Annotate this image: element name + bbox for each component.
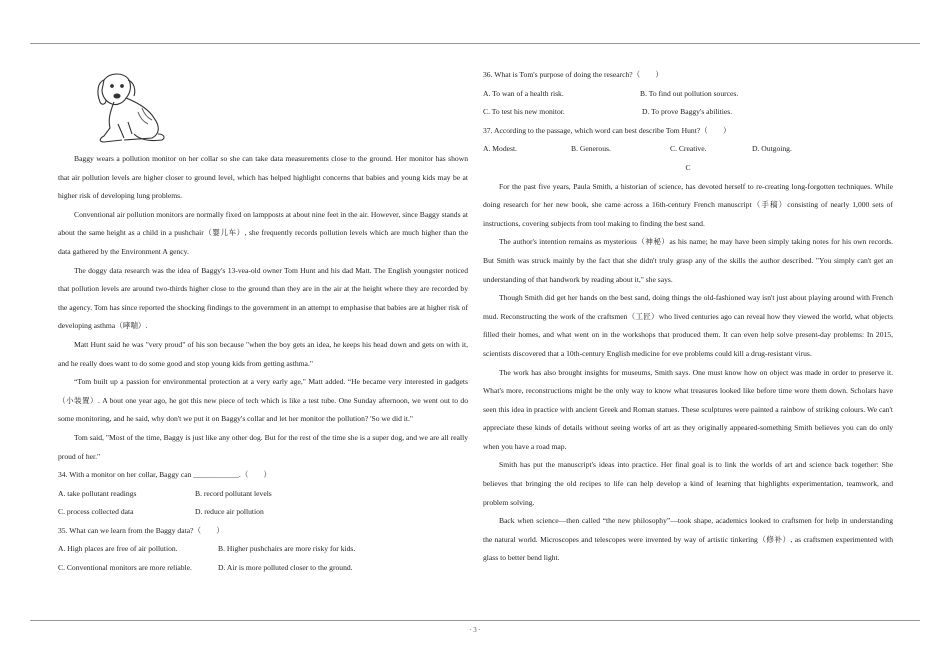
option-d: D. reduce air pollution — [195, 507, 264, 517]
passage-paragraph: “Tom built up a passion for environmental protection at a very early age," Matt added. “He became very interested in gadgets（小装置）. A bout one year ago, he got this new piece of tech which is like a test tube. One Sunday afternoon, we went out to do some monitoring, and he said, why don't we put it on Baggy's collar and let her monitor the pollution? 'So we did it." — [58, 377, 468, 424]
option-a: A. To wan of a health risk. — [483, 88, 564, 98]
passage-paragraph: Baggy wears a pollution monitor on her collar so she can take data measurements close to the ground. Her monitor has shown that air pollution levels are higher closer to ground level, which has helped highlight concerns that babies and young kids may be at higher risk of developing lung problems. — [58, 154, 468, 201]
question-35-options-row2 — [58, 559, 468, 578]
passage-paragraph: The author's intention remains as mysterious（神秘）as his name; he may have been simply taking notes for his own records. But Smith was struck mainly by the fact that she didn't truly grasp any of the skills the author described. "You simply can't get an understanding of that handwork by reading about it," she says. — [483, 237, 893, 284]
question-34-stem: 34. With a monitor on her collar, Baggy can ____________.（ ） — [58, 470, 272, 480]
option-b: B. To find out pollution sources. — [640, 88, 739, 98]
option-a: A. Modest. — [483, 144, 517, 154]
passage-paragraph: The doggy data research was the idea of Baggy's 13-vea-old owner Tom Hunt and his dad Matt. The English youngster noticed that pollution levels are around two-thirds higher close to the ground than they are in the air at the height where they are recorded by the agency. Tom has since reported the shocking findings to the government in an attempt to emphasise that babies are at higher risk of developing asthma（哮喘）. — [58, 265, 468, 331]
option-d: D. To prove Baggy's abilities. — [642, 107, 733, 117]
question-34-options-row2 — [58, 503, 468, 522]
passage-paragraph: For the past five years, Paula Smith, a historian of science, has devoted herself to re-creating long-forgotten techniques. While doing research for her new book, she came across a 16th-century French manuscript（手稿）consisting of nearly 1,000 sets of instructions, covering subjects from tool making to finding the best sand. — [483, 181, 893, 228]
question-36-options-row2 — [483, 103, 893, 122]
question-36-options-row1 — [483, 85, 893, 104]
passage-paragraph: Back when science—then called “the new philosophy”—took shape, academics looked to craftsmen for help in understanding the natural world. Microscopes and telescopes were invented by way of artistic tinkering（修补）, as craftsmen experimented with glass to better bend light. — [483, 516, 893, 563]
passage-paragraph: Tom said, "Most of the time, Baggy is just like any other dog. But for the rest of the time she is a super dog, and we are all really proud of her." — [58, 432, 468, 461]
option-a: A. High places are free of air pollution. — [58, 544, 178, 554]
option-c: C. Creative. — [670, 144, 707, 154]
option-d: D. Air is more polluted closer to the ground. — [218, 563, 353, 573]
bottom-rule — [30, 620, 920, 621]
option-b: B. Higher pushchairs are more risky for kids. — [218, 544, 356, 554]
top-rule — [30, 43, 920, 44]
question-37-options — [483, 140, 893, 159]
question-35-options-row1 — [58, 540, 468, 559]
option-b: B. record pollutant levels — [195, 488, 272, 498]
question-37-stem: 37. According to the passage, which word can best describe Tom Hunt?（ ） — [483, 125, 731, 135]
passage-paragraph: Conventional air pollution monitors are normally fixed on lampposts at about nine feet in the air. However, since Baggy stands at about the same height as a child in a pushchair（婴儿车）, she frequently records pollution levels which are much higher than the data gathered by the Environment A gency. — [58, 209, 468, 256]
dog-illustration — [74, 68, 170, 148]
passage-paragraph: Though Smith did get her hands on the best sand, doing things the old-fashioned way isn't just about playing around with French mud. Reconstructing the work of the craftsmen（工匠）who lived centuries ago can reveal how they viewed the world, what objects filled their homes, and what went on in the workshops that produced them. It can even help solve present-day problems: In 2015, scientists discovered that a 10th-century English medicine for eve problems could kill a drug-resistant virus. — [483, 293, 893, 358]
option-c: C. Conventional monitors are more reliable. — [58, 563, 192, 573]
question-34-options-row1 — [58, 485, 468, 504]
page-number: · 3 · — [469, 626, 481, 634]
passage-paragraph: Matt Hunt said he was "very proud" of his son because "when the boy gets an idea, he keeps his head down and gets on with it, and he really does want to do some good and stop young kids from getting asthma." — [58, 339, 468, 368]
option-b: B. Generous. — [571, 144, 611, 154]
question-36-stem: 36. What is Tom's purpose of doing the research?（ ） — [483, 70, 664, 79]
passage-paragraph: Smith has put the manuscript's ideas into practice. Her final goal is to link the worlds of art and science back together: She believes that bringing the old recipes to life can help develop a kind of learning that highlights experimentation, teamwork, and problem solving. — [483, 460, 893, 507]
passage-paragraph: The work has also brought insights for museums, Smith says. One must know how on object was made in order to preserve it. What's more, reconstructions might be the only way to know what treasures looked like before time wore them down. Scholars have seen this idea in practice with ancient Greek and Roman statues. These sculptures were painted a rainbow of striking colours. We can't appreciate these kinds of details without seeing works of art as they originally appeared-something Smith believes you can do only when you have a road map. — [483, 367, 893, 451]
question-35-stem: 35. What can we learn from the Baggy data?（ ） — [58, 525, 224, 535]
left-column — [58, 150, 468, 578]
right-column — [483, 66, 893, 568]
option-d: D. Outgoing. — [752, 144, 792, 154]
option-c: C. process collected data — [58, 507, 134, 517]
section-heading: C — [685, 162, 691, 172]
option-a: A. take pollutant readings — [58, 488, 137, 498]
option-c: C. To test his new monitor. — [483, 107, 565, 117]
